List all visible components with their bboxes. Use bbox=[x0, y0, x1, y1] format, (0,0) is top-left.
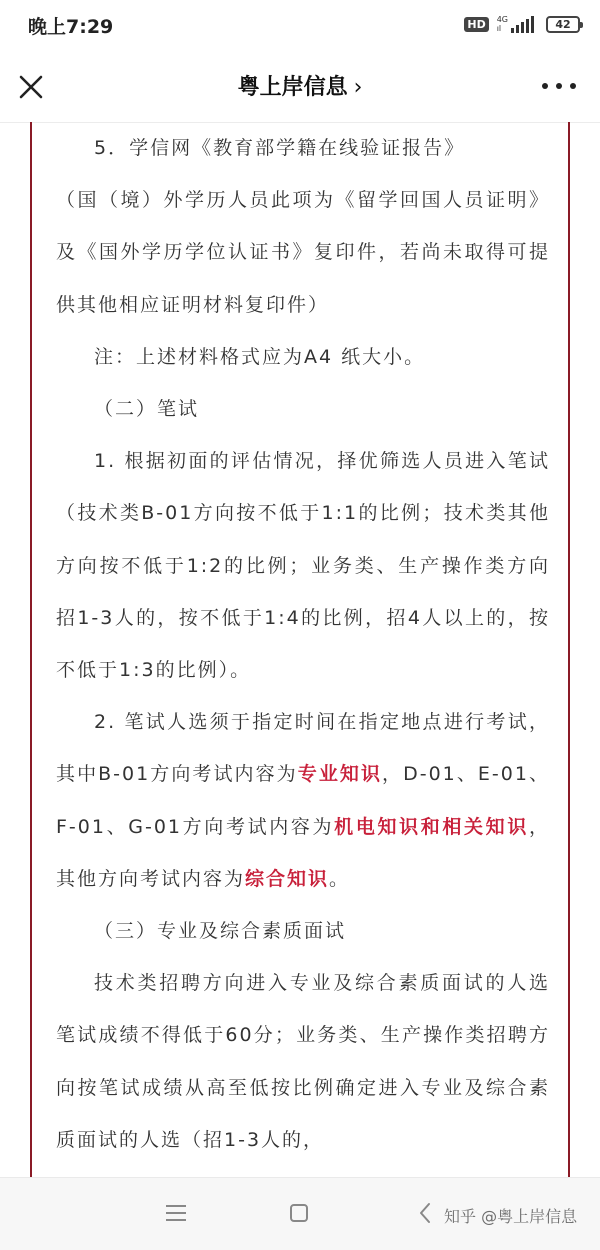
paragraph-text: 2. 笔试人选须于指定时间在指定地点进行考试，其中B-01方向考试内容为 bbox=[56, 711, 550, 786]
battery-level: 42 bbox=[555, 17, 571, 31]
highlighted-text: 机电知识和相关知识 bbox=[334, 815, 529, 838]
paragraph-text: ，D-01、E-01、F-01、G-01方向考试内容为 bbox=[56, 763, 550, 838]
article-content bbox=[56, 122, 550, 1166]
paragraph-text: （国（境）外学历人员此项为《留学回国人员证明》及《国外学历学位认证书》复印件，若尚未取得可提供其他相应证明材料复印件） bbox=[56, 189, 550, 316]
paragraph-text: 5．学信网《教育部学籍在线验证报告》 bbox=[94, 137, 466, 159]
paragraph-text: 。 bbox=[329, 867, 351, 890]
article-paragraph bbox=[56, 174, 550, 331]
article-paragraph bbox=[56, 696, 550, 905]
signal-icon bbox=[511, 16, 536, 33]
status-time: 晚上7:29 bbox=[28, 16, 114, 38]
paragraph-text: 技术类招聘方向进入专业及综合素质面试的人选笔试成绩不得低于60分；业务类、生产操作类招聘方向按笔试成绩从高至低按比例确定进入专业及综合素质面试的人选（招1-3人的， bbox=[56, 972, 550, 1151]
system-nav-bar bbox=[0, 1177, 600, 1250]
home-icon[interactable] bbox=[290, 1204, 308, 1222]
paragraph-text: 1. 根据初面的评估情况，择优筛选人员进入笔试（技术类B-01方向按不低于1:1的比例；技术类其他方向按不低于1:2的比例；业务类、生产操作类方向招1-3人的，按不低于1:4的比例，招4人以上的，按不低于1:3的比例）。 bbox=[56, 450, 550, 682]
highlighted-text: 专业知识 bbox=[297, 763, 383, 786]
article-paragraph bbox=[56, 383, 550, 435]
network-label: 4G bbox=[496, 15, 508, 24]
account-title-button[interactable] bbox=[0, 70, 600, 101]
status-icons bbox=[464, 13, 580, 35]
watermark: 知乎 @粤上岸信息 bbox=[444, 1207, 578, 1226]
paragraph-text: ，其他方向考试内容为 bbox=[56, 815, 550, 890]
nav-bar bbox=[0, 50, 600, 123]
paragraph-text: （三）专业及综合素质面试 bbox=[94, 920, 347, 943]
article-paragraph bbox=[56, 905, 550, 957]
network-sub-label: ıl bbox=[496, 24, 502, 33]
battery-icon bbox=[546, 16, 580, 33]
frame-border-left bbox=[30, 122, 32, 1177]
article-paragraph bbox=[56, 435, 550, 696]
article-paragraph bbox=[56, 957, 550, 1166]
network-type bbox=[497, 15, 508, 33]
paragraph-text: （二）笔试 bbox=[94, 398, 200, 421]
article-paragraph bbox=[56, 331, 550, 383]
article-paragraph bbox=[56, 122, 550, 174]
frame-border-right bbox=[568, 122, 570, 1177]
chevron-right-icon: › bbox=[353, 75, 363, 100]
status-bar bbox=[0, 0, 600, 50]
back-icon[interactable] bbox=[418, 1202, 432, 1224]
more-dots-icon[interactable] bbox=[542, 83, 576, 93]
menu-icon[interactable] bbox=[166, 1205, 186, 1221]
article-body bbox=[0, 122, 600, 1177]
highlighted-text: 综合知识 bbox=[245, 867, 330, 890]
paragraph-text: 注：上述材料格式应为A4 纸大小。 bbox=[94, 345, 426, 368]
page-title: 粤上岸信息 bbox=[237, 75, 348, 100]
hd-icon: HD bbox=[464, 17, 488, 32]
